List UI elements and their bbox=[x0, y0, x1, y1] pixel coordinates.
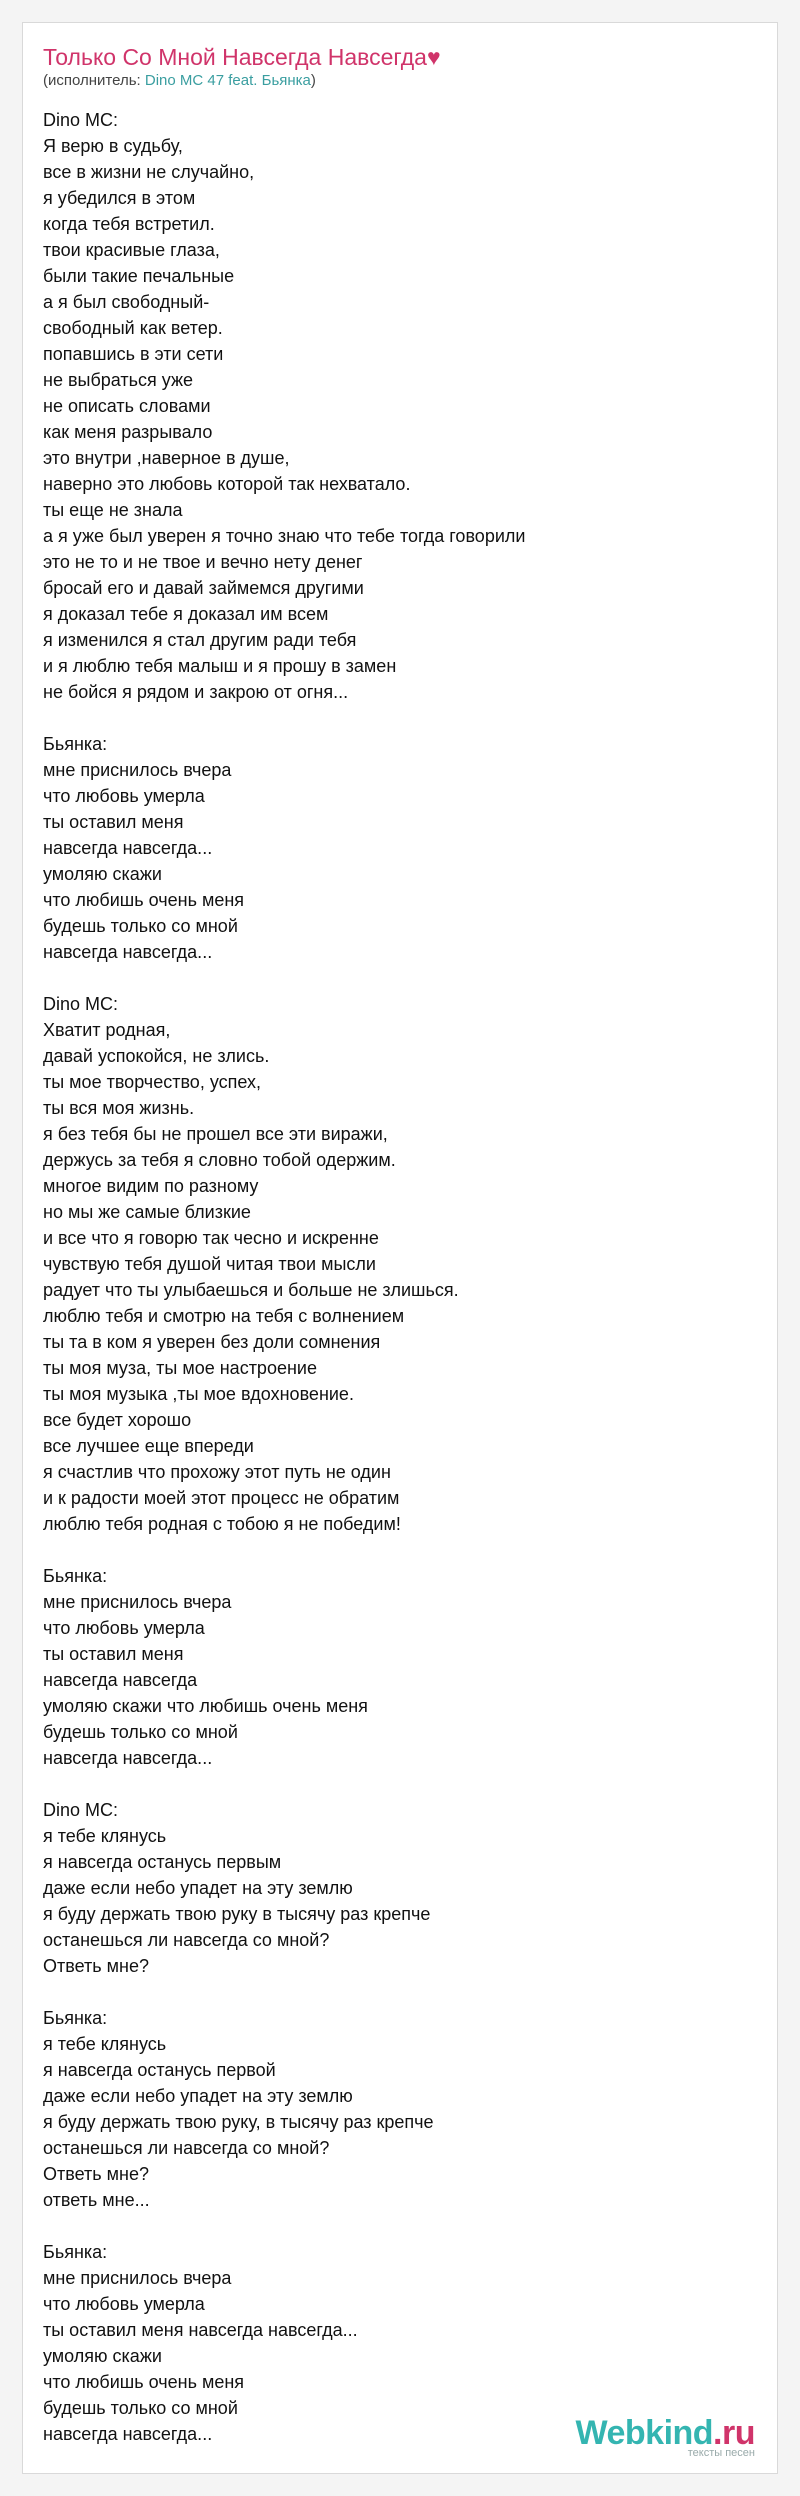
lyric-line: я убедился в этом bbox=[43, 188, 196, 208]
verse bbox=[43, 991, 759, 1537]
lyric-line: не описать словами bbox=[43, 396, 211, 416]
verse bbox=[43, 107, 759, 705]
lyric-line: многое видим по разному bbox=[43, 1176, 259, 1196]
logo-name: Webkind bbox=[575, 2414, 714, 2452]
lyric-line: свободный как ветер. bbox=[43, 318, 223, 338]
lyric-line: ты оставил меня bbox=[43, 1644, 184, 1664]
lyric-line: навсегда навсегда... bbox=[43, 942, 213, 962]
lyric-line: но мы же самые близкие bbox=[43, 1202, 251, 1222]
lyric-line: как меня разрывало bbox=[43, 422, 213, 442]
logo-tld: .ru bbox=[713, 2414, 755, 2452]
lyric-line: я без тебя бы не прошел все эти виражи, bbox=[43, 1124, 388, 1144]
lyric-line: навсегда навсегда... bbox=[43, 838, 213, 858]
lyric-line: когда тебя встретил. bbox=[43, 214, 215, 234]
lyrics-card bbox=[22, 22, 778, 2474]
verse-singer-label: Бьянка: bbox=[43, 734, 108, 754]
verse-singer-label: Бьянка: bbox=[43, 1566, 108, 1586]
lyric-line: будешь только со мной bbox=[43, 1722, 238, 1742]
lyric-line: Ответь мне? bbox=[43, 1956, 149, 1976]
page-title: Только Со Мной Навсегда Навсегда♥ bbox=[43, 44, 441, 70]
lyric-line: чувствую тебя душой читая твои мысли bbox=[43, 1254, 376, 1274]
lyric-line: что любовь умерла bbox=[43, 786, 205, 806]
lyric-line: ты мое творчество, успех, bbox=[43, 1072, 261, 1092]
lyric-line: все в жизни не случайно, bbox=[43, 162, 255, 182]
artist-prefix: (исполнитель: bbox=[43, 72, 145, 89]
lyric-line: умоляю скажи что любишь очень меня bbox=[43, 1696, 368, 1716]
lyric-line: мне приснилось вчера bbox=[43, 2268, 232, 2288]
lyric-line: ты вся моя жизнь. bbox=[43, 1098, 195, 1118]
lyric-line: я счастлив что прохожу этот путь не один bbox=[43, 1462, 391, 1482]
lyric-line: умоляю скажи bbox=[43, 2346, 162, 2366]
lyric-line: я доказал тебе я доказал им всем bbox=[43, 604, 329, 624]
lyric-line: все лучшее еще впереди bbox=[43, 1436, 254, 1456]
lyric-line: держусь за тебя я словно тобой одержим. bbox=[43, 1150, 396, 1170]
lyric-line: ты моя музыка ,ты мое вдохновение. bbox=[43, 1384, 354, 1404]
artist-suffix: ) bbox=[310, 72, 316, 89]
verse-singer-label: Dino MC: bbox=[43, 110, 119, 130]
lyric-line: даже если небо упадет на эту землю bbox=[43, 1878, 353, 1898]
lyric-line: я буду держать твою руку в тысячу раз крепче bbox=[43, 1904, 431, 1924]
lyric-line: я буду держать твою руку, в тысячу раз крепче bbox=[43, 2112, 434, 2132]
lyric-line: я тебе клянусь bbox=[43, 2034, 167, 2054]
verse bbox=[43, 731, 759, 965]
lyric-line: останешься ли навсегда со мной? bbox=[43, 2138, 330, 2158]
artist-link[interactable]: Dino MC 47 feat. Бьянка bbox=[144, 72, 311, 89]
lyric-line: Ответь мне? bbox=[43, 2164, 149, 2184]
lyric-line: все будет хорошо bbox=[43, 1410, 192, 1430]
lyric-line: это не то и не твое и вечно нету денег bbox=[43, 552, 363, 572]
logo-tagline: тексты песен bbox=[687, 2447, 755, 2459]
lyric-line: мне приснилось вчера bbox=[43, 1592, 232, 1612]
lyrics-body bbox=[43, 107, 759, 2473]
lyric-line: что любовь умерла bbox=[43, 1618, 205, 1638]
lyric-line: ты оставил меня bbox=[43, 812, 184, 832]
lyric-line: ты еще не знала bbox=[43, 500, 183, 520]
lyric-line: твои красивые глаза, bbox=[43, 240, 220, 260]
lyric-line: что любишь очень меня bbox=[43, 890, 245, 910]
lyric-line: это внутри ,наверное в душе, bbox=[43, 448, 290, 468]
verse bbox=[43, 1797, 759, 1979]
verse-singer-label: Dino MC: bbox=[43, 994, 119, 1014]
logo-wordmark bbox=[576, 2416, 756, 2450]
lyric-line: будешь только со мной bbox=[43, 916, 238, 936]
lyric-line: я навсегда останусь первым bbox=[43, 1852, 282, 1872]
lyric-line: мне приснилось вчера bbox=[43, 760, 232, 780]
lyric-line: и все что я говорю так чесно и искренне bbox=[43, 1228, 379, 1248]
lyric-line: не выбраться уже bbox=[43, 370, 194, 390]
lyric-line: ты оставил меня навсегда навсегда... bbox=[43, 2320, 358, 2340]
lyric-line: люблю тебя и смотрю на тебя с волнением bbox=[43, 1306, 405, 1326]
lyric-line: давай успокойся, не злись. bbox=[43, 1046, 270, 1066]
lyric-line: навсегда навсегда... bbox=[43, 2424, 213, 2444]
site-logo[interactable] bbox=[576, 2416, 756, 2459]
artist-line bbox=[43, 71, 316, 91]
lyric-line: попавшись в эти сети bbox=[43, 344, 224, 364]
lyric-line: а я уже был уверен я точно знаю что тебе тогда говорили bbox=[43, 526, 526, 546]
lyric-line: радует что ты улыбаешься и больше не злишься. bbox=[43, 1280, 459, 1300]
lyric-line: что любишь очень меня bbox=[43, 2372, 245, 2392]
verse bbox=[43, 2005, 759, 2213]
lyric-line: Хватит родная, bbox=[43, 1020, 171, 1040]
lyric-line: были такие печальные bbox=[43, 266, 235, 286]
lyric-line: ты моя муза, ты мое настроение bbox=[43, 1358, 317, 1378]
lyric-line: будешь только со мной bbox=[43, 2398, 238, 2418]
verse bbox=[43, 1563, 759, 1771]
verse-singer-label: Бьянка: bbox=[43, 2242, 108, 2262]
lyric-line: бросай его и давай займемся другими bbox=[43, 578, 364, 598]
lyric-line: навсегда навсегда bbox=[43, 1670, 198, 1690]
lyric-line: останешься ли навсегда со мной? bbox=[43, 1930, 330, 1950]
lyric-line: что любовь умерла bbox=[43, 2294, 205, 2314]
lyric-line: навсегда навсегда... bbox=[43, 1748, 213, 1768]
lyric-line: и я люблю тебя малыш и я прошу в замен bbox=[43, 656, 397, 676]
lyric-line: ты та в ком я уверен без доли сомнения bbox=[43, 1332, 381, 1352]
lyric-line: я навсегда останусь первой bbox=[43, 2060, 276, 2080]
lyric-line: ответь мне... bbox=[43, 2190, 150, 2210]
lyric-line: я тебе клянусь bbox=[43, 1826, 167, 1846]
lyric-line: умоляю скажи bbox=[43, 864, 162, 884]
lyric-line: люблю тебя родная с тобою я не победим! bbox=[43, 1514, 401, 1534]
verse-singer-label: Бьянка: bbox=[43, 2008, 108, 2028]
lyric-line: Я верю в судьбу, bbox=[43, 136, 183, 156]
lyric-line: наверно это любовь которой так нехватало. bbox=[43, 474, 411, 494]
lyric-line: и к радости моей этот процесс не обратим bbox=[43, 1488, 400, 1508]
lyric-line: даже если небо упадет на эту землю bbox=[43, 2086, 353, 2106]
lyric-line: не бойся я рядом и закрою от огня... bbox=[43, 682, 349, 702]
lyric-line: а я был свободный- bbox=[43, 292, 210, 312]
lyric-line: я изменился я стал другим ради тебя bbox=[43, 630, 357, 650]
verse-singer-label: Dino MC: bbox=[43, 1800, 119, 1820]
